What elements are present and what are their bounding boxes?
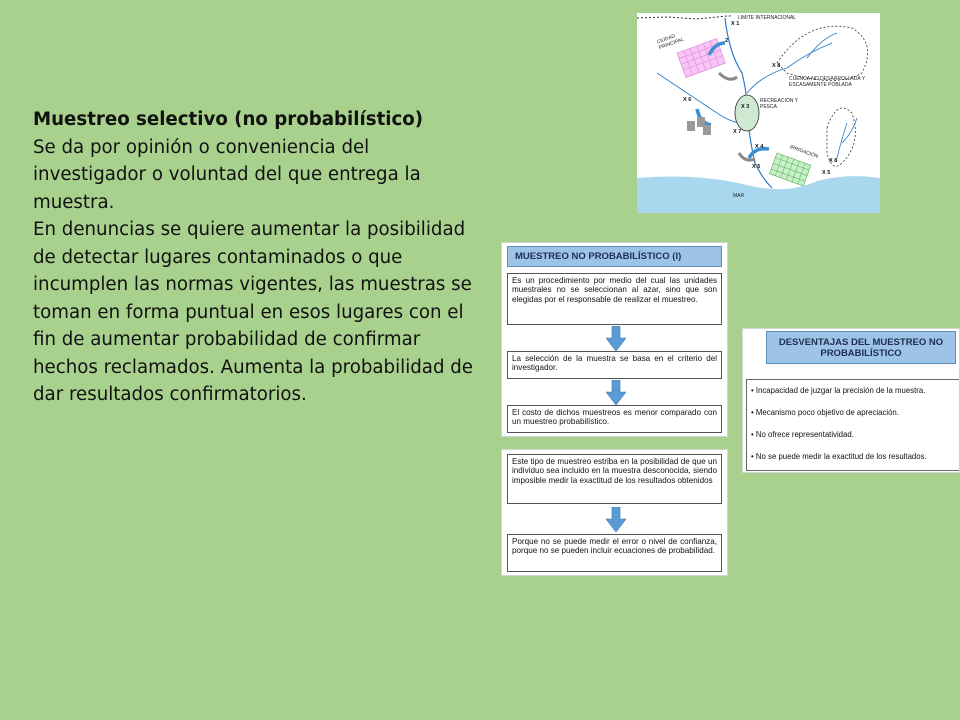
slide-title: Muestreo selectivo (no probabilístico)	[33, 109, 424, 130]
map-point: X 5	[752, 164, 761, 170]
sampling-map-image	[637, 13, 880, 213]
list-item: • No ofrece representatividad.	[751, 430, 960, 452]
map-label-irrigation: IRRIGACIÓN	[788, 144, 819, 160]
flow-diagram-limitations	[501, 449, 728, 576]
map-label-border: LIMITE INTERNACIONAL	[738, 15, 797, 21]
map-label-recreation: RECREACIÓN Y PESCA	[760, 98, 798, 110]
map-point: 2	[725, 38, 729, 44]
down-arrow-icon	[606, 507, 626, 532]
disadvantages-list	[746, 379, 960, 471]
map-point: X 8	[772, 63, 781, 69]
map-point: X 8	[829, 158, 838, 164]
map-label-sea: MAR	[733, 193, 745, 199]
list-item: • Incapacidad de juzgar la precisión de la muestra.	[751, 386, 960, 408]
flow-box-error: Porque no se puede medir el error o nivel de confianza, porque no se pueden incluir ecuaciones de probabilidad.	[507, 534, 722, 572]
list-item: • Mecanismo poco objetivo de apreciación.	[751, 408, 960, 430]
disadvantages-panel	[742, 328, 960, 473]
down-arrow-icon	[606, 326, 626, 351]
map-label-city: CIUDAD PRINCIPAL	[656, 33, 685, 52]
paragraph-definition: Se da por opinión o conveniencia del investigador o voluntad del que entrega la muestra.	[33, 136, 421, 213]
map-point: X 7	[733, 129, 742, 135]
map-point: X 4	[755, 144, 764, 150]
map-point: X 3	[741, 104, 750, 110]
down-arrow-icon	[606, 380, 626, 405]
flow-header: MUESTREO NO PROBABILÍSTICO (I)	[507, 246, 722, 267]
map-point: X 6	[683, 97, 692, 103]
map-point: X 5	[822, 170, 831, 176]
flow-box-possibility: Este tipo de muestreo estriba en la posibilidad de que un individuo sea incluido en la muestra desconocida, siendo imposible medir la exactitud de los resultados obtenidos	[507, 454, 722, 504]
flow-box-cost: El costo de dichos muestreos es menor comparado con un muestreo probabilístico.	[507, 405, 722, 433]
flow-box-definition: Es un procedimiento por medio del cual las unidades muestrales no se seleccionan al azar, sino que son elegidas por el responsable de realizar el muestreo.	[507, 273, 722, 325]
map-point: X 1	[731, 21, 740, 27]
paragraph-denuncias: En denuncias se quiere aumentar la posibilidad de detectar lugares contaminados o que incumplen las normas vigentes, las muestras se toman en forma puntual en esos lugares con el fin de aumentar probabilidad de confirmar hechos reclamados. Aumenta la probabilidad de dar resultados confirmatorios.	[33, 219, 473, 405]
map-label-basin: CUENCA NO DESARROLLADA Y ESCASAMENTE POBLADA	[789, 76, 865, 88]
flow-box-criterion: La selección de la muestra se basa en el criterio del investigador.	[507, 351, 722, 379]
flow-diagram-nonprobabilistic	[501, 242, 728, 437]
disadvantages-header: DESVENTAJAS DEL MUESTREO NO PROBABILÍSTICO	[766, 331, 956, 364]
list-item: • No se puede medir la exactitud de los resultados.	[751, 452, 960, 473]
slide-body-text	[33, 106, 483, 409]
